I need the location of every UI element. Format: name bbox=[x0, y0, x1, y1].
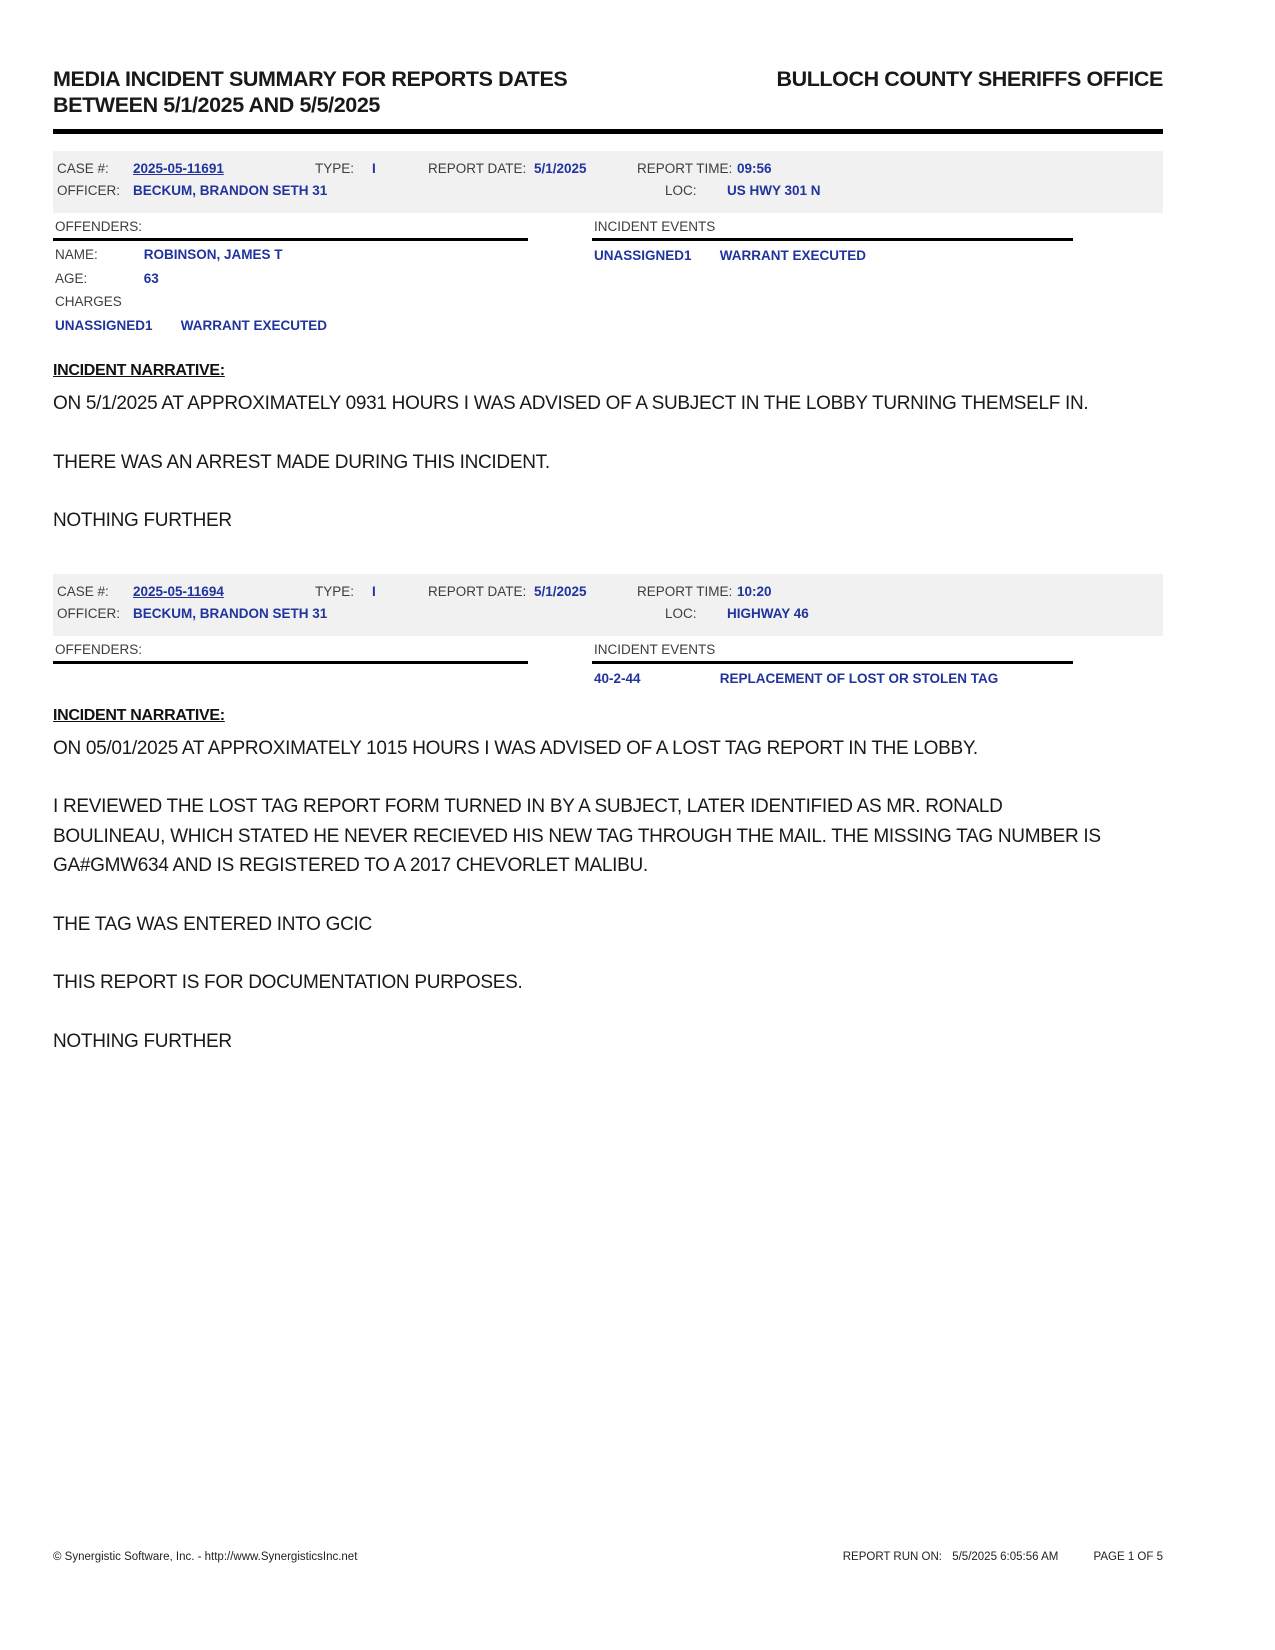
offender-age-label: AGE: bbox=[55, 270, 88, 286]
report-title-line1: MEDIA INCIDENT SUMMARY FOR REPORTS DATES bbox=[53, 67, 568, 91]
offender-name-label: NAME: bbox=[55, 247, 98, 262]
event-description: WARRANT EXECUTED bbox=[719, 248, 867, 263]
incident-event-row bbox=[592, 664, 1073, 686]
report-run-on-label: REPORT RUN ON: bbox=[842, 1551, 942, 1563]
report-time-value: 09:56 bbox=[737, 161, 772, 176]
case-number-link[interactable]: 2025-05-11694 bbox=[133, 583, 224, 599]
case-2-offenders-column bbox=[53, 639, 528, 664]
report-run-on-value: 5/5/2025 6:05:56 AM bbox=[952, 1551, 1059, 1563]
narrative-paragraph: NOTHING FURTHER bbox=[53, 510, 232, 531]
type-value: I bbox=[372, 161, 376, 176]
charges-label: CHARGES bbox=[55, 294, 122, 309]
charge-row bbox=[53, 318, 528, 342]
location-label: LOC: bbox=[665, 183, 697, 198]
narrative-paragraph: ON 05/01/2025 AT APPROXIMATELY 1015 HOURS I WAS ADVISED OF A LOST TAG REPORT IN THE LOBBY. bbox=[53, 737, 978, 759]
offender-age-row bbox=[53, 271, 528, 295]
narrative-paragraph: THE TAG WAS ENTERED INTO GCIC bbox=[53, 913, 372, 935]
narrative-paragraph: THIS REPORT IS FOR DOCUMENTATION PURPOSES. bbox=[53, 972, 523, 993]
report-date-value: 5/1/2025 bbox=[534, 161, 587, 176]
charge-description: WARRANT EXECUTED bbox=[180, 317, 328, 333]
incident-event-row bbox=[592, 241, 1073, 263]
location-value: HIGHWAY 46 bbox=[727, 605, 809, 621]
agency-name: BULLOCH COUNTY SHERIFFS OFFICE bbox=[776, 67, 1163, 91]
footer-run-info bbox=[843, 1551, 1163, 1563]
incident-narrative-label: INCIDENT NARRATIVE: bbox=[53, 362, 225, 379]
event-code: UNASSIGNED1 bbox=[594, 248, 692, 263]
case-1-detail-columns bbox=[53, 216, 1163, 341]
incident-events-section-label: INCIDENT EVENTS bbox=[592, 639, 1073, 664]
incident-narrative-label: INCIDENT NARRATIVE: bbox=[53, 706, 225, 724]
offender-age-value: 63 bbox=[143, 270, 159, 286]
offender-name-row bbox=[53, 247, 528, 271]
offenders-section-label: OFFENDERS: bbox=[53, 639, 528, 664]
case-1-summary-band bbox=[53, 151, 1163, 213]
footer-copyright: © Synergistic Software, Inc. - http://www.SynergisticsInc.net bbox=[53, 1551, 358, 1563]
case-number-label: CASE #: bbox=[57, 583, 109, 599]
officer-label: OFFICER: bbox=[57, 183, 120, 198]
case-2-summary-band bbox=[53, 574, 1163, 636]
narrative-paragraph: THERE WAS AN ARREST MADE DURING THIS INCIDENT. bbox=[53, 451, 550, 473]
narrative-paragraph: ON 5/1/2025 AT APPROXIMATELY 0931 HOURS I WAS ADVISED OF A SUBJECT IN THE LOBBY TURNING THEMSELF IN. bbox=[53, 393, 1089, 414]
event-code: 40-2-44 bbox=[594, 670, 641, 686]
officer-label: OFFICER: bbox=[57, 605, 120, 621]
type-label: TYPE: bbox=[315, 583, 355, 599]
case-1-summary-row-2 bbox=[53, 181, 1163, 203]
offender-name-value: ROBINSON, JAMES T bbox=[143, 247, 283, 262]
report-date-value: 5/1/2025 bbox=[534, 583, 587, 599]
case-2-summary-row-2 bbox=[53, 604, 1163, 626]
case-1-offender-details bbox=[53, 241, 528, 341]
event-description: REPLACEMENT OF LOST OR STOLEN TAG bbox=[719, 670, 999, 686]
report-date-label: REPORT DATE: bbox=[428, 583, 527, 599]
case-1-events-column bbox=[592, 216, 1073, 263]
type-value: I bbox=[372, 583, 376, 599]
report-date-label: REPORT DATE: bbox=[428, 161, 527, 176]
case-1-summary-row-1 bbox=[53, 159, 1163, 181]
case-block-2 bbox=[53, 574, 1163, 1057]
charge-code: UNASSIGNED1 bbox=[55, 317, 153, 333]
report-time-value: 10:20 bbox=[737, 583, 772, 599]
case-1-offenders-column bbox=[53, 216, 528, 341]
case-2-events-column bbox=[592, 639, 1073, 686]
case-number-label: CASE #: bbox=[57, 161, 109, 176]
page-footer bbox=[53, 1551, 1163, 1563]
narrative-paragraph: I REVIEWED THE LOST TAG REPORT FORM TURNED IN BY A SUBJECT, LATER IDENTIFIED AS MR. RONALD BOULINEAU, WHICH STATED HE NEVER RECIEVED HIS NEW TAG THROUGH THE MAIL. THE MISSING TAG NUMBER IS GA#GMW634 AND IS REGISTERED TO A 2017 CHEVORLET MALIBU. bbox=[53, 796, 1101, 876]
narrative-paragraph: NOTHING FURTHER bbox=[53, 1030, 232, 1052]
case-2-summary-row-1 bbox=[53, 582, 1163, 604]
report-content bbox=[53, 0, 1163, 1056]
report-time-label: REPORT TIME: bbox=[637, 161, 733, 176]
report-title-line2: BETWEEN 5/1/2025 AND 5/5/2025 bbox=[53, 93, 380, 117]
page-number: PAGE 1 OF 5 bbox=[1093, 1551, 1163, 1563]
case-2-detail-columns bbox=[53, 639, 1163, 686]
charges-header-row bbox=[53, 294, 528, 318]
officer-value: BECKUM, BRANDON SETH 31 bbox=[133, 183, 328, 198]
case-2-narrative bbox=[53, 707, 1101, 1057]
case-number-link[interactable]: 2025-05-11691 bbox=[133, 161, 224, 176]
report-header bbox=[53, 0, 1163, 118]
report-time-label: REPORT TIME: bbox=[637, 583, 733, 599]
incident-events-section-label: INCIDENT EVENTS bbox=[592, 216, 1073, 241]
type-label: TYPE: bbox=[315, 161, 355, 176]
case-1-narrative bbox=[53, 362, 1101, 536]
header-divider-rule bbox=[53, 129, 1163, 134]
location-value: US HWY 301 N bbox=[727, 183, 821, 198]
officer-value: BECKUM, BRANDON SETH 31 bbox=[133, 605, 328, 621]
report-title bbox=[53, 66, 567, 118]
offenders-section-label: OFFENDERS: bbox=[53, 216, 528, 241]
case-block-1 bbox=[53, 151, 1163, 536]
location-label: LOC: bbox=[665, 605, 697, 621]
